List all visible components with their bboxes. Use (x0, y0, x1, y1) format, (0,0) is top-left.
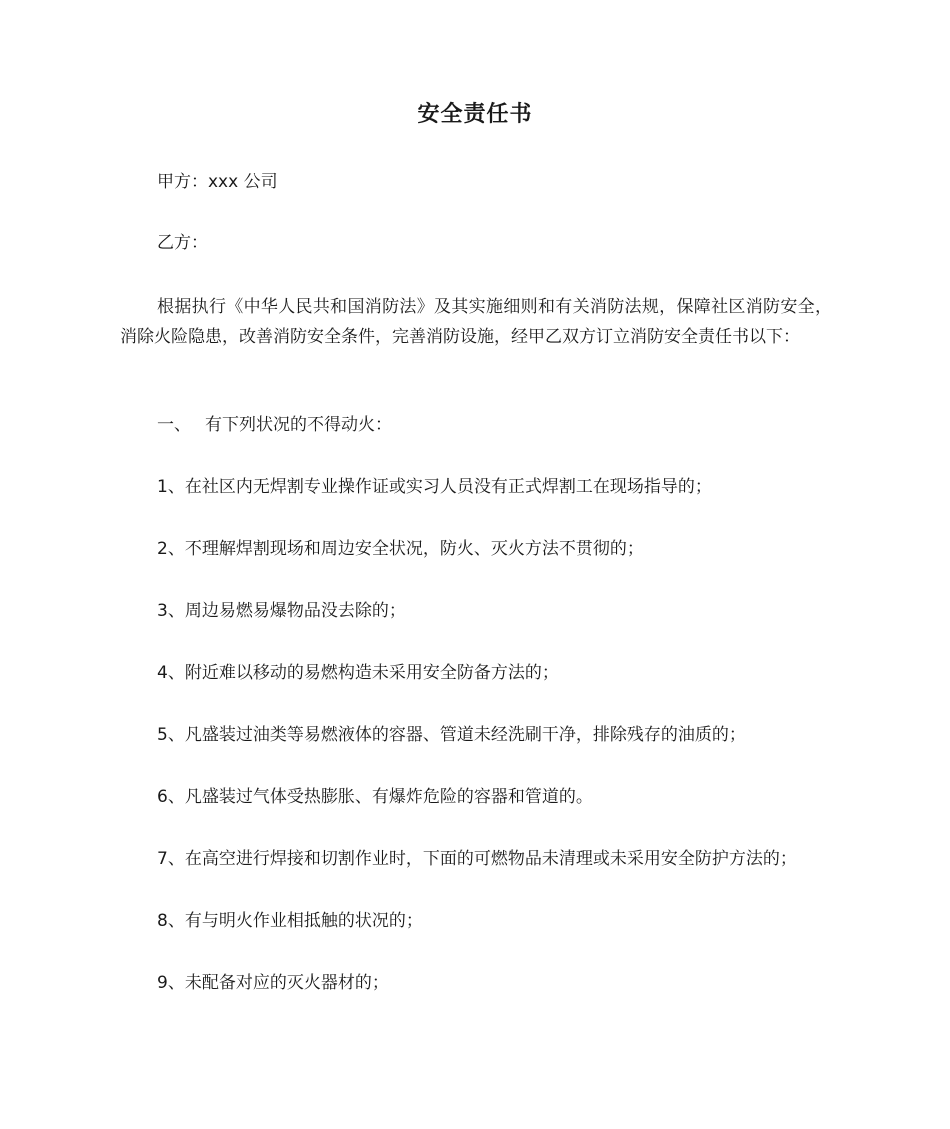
section-one-number: 一、 (157, 415, 191, 435)
list-item: 1、在社区内无焊割专业操作证或实习人员没有正式焊割工在现场指导的； (157, 477, 712, 497)
list-item: 2、不理解焊割现场和周边安全状况，防火、灭火方法不贯彻的； (157, 539, 644, 559)
document-title: 安全责任书 (417, 102, 533, 127)
party-a-line: 甲方：xxx 公司 (157, 172, 278, 192)
list-item: 3、周边易燃易爆物品没去除的； (157, 601, 406, 621)
list-item: 4、附近难以移动的易燃构造未采用安全防备方法的； (157, 663, 559, 683)
party-b-line: 乙方： (157, 233, 208, 253)
list-item: 7、在高空进行焊接和切割作业时，下面的可燃物品未清理或未采用安全防护方法的； (157, 849, 797, 869)
list-item: 5、凡盛装过油类等易燃液体的容器、管道未经洗刷干净，排除残存的油质的； (157, 725, 746, 745)
section-one-text: 有下列状况的不得动火： (205, 415, 392, 435)
list-item: 6、凡盛装过气体受热膨胀、有爆炸危险的容器和管道的。 (157, 787, 593, 807)
list-item: 8、有与明火作业相抵触的状况的； (157, 911, 423, 931)
list-item: 9、未配备对应的灭火器材的； (157, 973, 389, 993)
intro-paragraph: 根据执行《中华人民共和国消防法》及其实施细则和有关消防法规，保障社区消防安全，消除火险隐患，改善消防安全条件，完善消防设施，经甲乙双方订立消防安全责任书以下： (120, 297, 832, 347)
section-one-heading (157, 413, 392, 437)
